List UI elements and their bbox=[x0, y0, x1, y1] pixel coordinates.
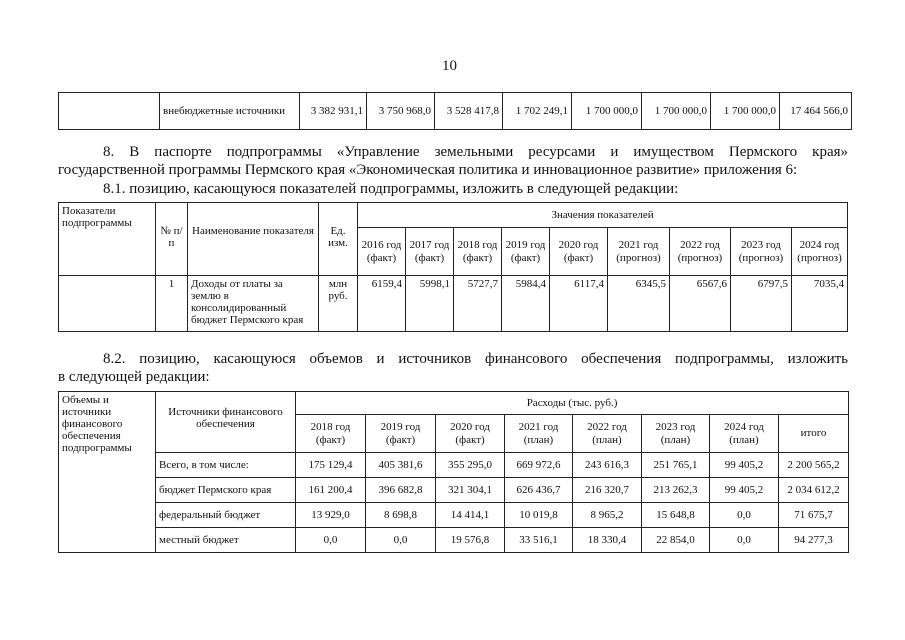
table-cell: 2 034 612,2 bbox=[779, 478, 849, 503]
paragraph-8-2-line2: в следующей редакции: bbox=[58, 369, 210, 385]
table-cell: 175 129,4 bbox=[296, 453, 366, 478]
table-cell: 10 019,8 bbox=[505, 503, 573, 528]
table-row bbox=[59, 503, 849, 528]
table-cell: 71 675,7 bbox=[779, 503, 849, 528]
table-cell: 6159,4 bbox=[358, 276, 406, 332]
paragraph-8-1: 8.1. позицию, касающуюся показателей подпрограммы, изложить в следующей редакции: bbox=[103, 181, 679, 197]
table-cell: 1 700 000,0 bbox=[572, 93, 642, 130]
header-year: 2016 год (факт) bbox=[358, 228, 406, 276]
table-cell: 243 616,3 bbox=[573, 453, 642, 478]
header-year: 2023 год (план) bbox=[642, 415, 710, 453]
table-cell: 5727,7 bbox=[454, 276, 502, 332]
table-header-row bbox=[59, 203, 848, 228]
table-cell bbox=[59, 276, 156, 332]
table-cell: 6567,6 bbox=[670, 276, 731, 332]
table-cell: 6345,5 bbox=[608, 276, 670, 332]
table-cell: 15 648,8 bbox=[642, 503, 710, 528]
header-year: 2018 год (факт) bbox=[296, 415, 366, 453]
table-row bbox=[59, 276, 848, 332]
table-cell: 3 382 931,1 bbox=[300, 93, 367, 130]
table-cell: 5984,4 bbox=[502, 276, 550, 332]
table-cell: 626 436,7 bbox=[505, 478, 573, 503]
row-label: местный бюджет bbox=[156, 528, 296, 553]
extrabudget-table bbox=[58, 92, 852, 130]
header-name: Наименование показателя bbox=[188, 203, 319, 276]
header-year: 2023 год (прогноз) bbox=[731, 228, 792, 276]
table-cell: 19 576,8 bbox=[436, 528, 505, 553]
table-cell: 0,0 bbox=[710, 503, 779, 528]
table-cell: 7035,4 bbox=[792, 276, 848, 332]
row-name: Доходы от платы за землю в консолидированный бюджет Пермского края bbox=[188, 276, 319, 332]
header-year: 2017 год (факт) bbox=[406, 228, 454, 276]
table-row bbox=[59, 453, 849, 478]
header-year: 2020 год (факт) bbox=[550, 228, 608, 276]
header-volumes: Объемы и источники финансового обеспечения подпрограммы bbox=[59, 392, 156, 553]
row-label: федеральный бюджет bbox=[156, 503, 296, 528]
table-cell: 0,0 bbox=[710, 528, 779, 553]
row-num: 1 bbox=[156, 276, 188, 332]
table-cell: 18 330,4 bbox=[573, 528, 642, 553]
table-row bbox=[59, 93, 852, 130]
table-cell: 213 262,3 bbox=[642, 478, 710, 503]
table-cell: 8 965,2 bbox=[573, 503, 642, 528]
header-year: 2020 год (факт) bbox=[436, 415, 505, 453]
paragraph-8-line1: 8. В паспорте подпрограммы «Управление земельными ресурсами и имуществом Пермского края» bbox=[103, 144, 848, 160]
table-cell: 1 700 000,0 bbox=[711, 93, 780, 130]
table-cell: 14 414,1 bbox=[436, 503, 505, 528]
header-year: 2024 год (прогноз) bbox=[792, 228, 848, 276]
table-cell: 6117,4 bbox=[550, 276, 608, 332]
table-cell: 0,0 bbox=[366, 528, 436, 553]
row-unit: млн руб. bbox=[319, 276, 358, 332]
table-cell: 99 405,2 bbox=[710, 453, 779, 478]
indicators-table bbox=[58, 202, 848, 332]
header-values: Значения показателей bbox=[358, 203, 848, 228]
table-cell: 22 854,0 bbox=[642, 528, 710, 553]
table-cell: 251 765,1 bbox=[642, 453, 710, 478]
paragraph-8-line2: государственной программы Пермского края «Экономическая политика и инновационное развитие» приложения 6: bbox=[58, 162, 798, 178]
table-cell: 13 929,0 bbox=[296, 503, 366, 528]
table-row bbox=[59, 528, 849, 553]
table-cell: 6797,5 bbox=[731, 276, 792, 332]
header-year: 2024 год (план) bbox=[710, 415, 779, 453]
header-expenses: Расходы (тыс. руб.) bbox=[296, 392, 849, 415]
row-label: Всего, в том числе: bbox=[156, 453, 296, 478]
table-cell: 8 698,8 bbox=[366, 503, 436, 528]
header-total: итого bbox=[779, 415, 849, 453]
table-cell: 99 405,2 bbox=[710, 478, 779, 503]
table-cell: 3 528 417,8 bbox=[435, 93, 503, 130]
header-year: 2018 год (факт) bbox=[454, 228, 502, 276]
row-label: внебюджетные источники bbox=[160, 93, 300, 130]
financing-table bbox=[58, 391, 849, 553]
paragraph-8-2-line1: 8.2. позицию, касающуюся объемов и источников финансового обеспечения подпрограммы, изложить bbox=[103, 351, 848, 367]
table-cell: 405 381,6 bbox=[366, 453, 436, 478]
table-cell: 17 464 566,0 bbox=[780, 93, 852, 130]
table-cell: 161 200,4 bbox=[296, 478, 366, 503]
header-year: 2022 год (план) bbox=[573, 415, 642, 453]
table-cell: 669 972,6 bbox=[505, 453, 573, 478]
table-cell: 94 277,3 bbox=[779, 528, 849, 553]
table-cell: 396 682,8 bbox=[366, 478, 436, 503]
table-cell: 216 320,7 bbox=[573, 478, 642, 503]
table-cell: 355 295,0 bbox=[436, 453, 505, 478]
header-indicators: Показатели подпрограммы bbox=[59, 203, 156, 276]
table-cell: 321 304,1 bbox=[436, 478, 505, 503]
table-cell: 0,0 bbox=[296, 528, 366, 553]
header-year: 2019 год (факт) bbox=[366, 415, 436, 453]
header-unit: Ед. изм. bbox=[319, 203, 358, 276]
table-cell: 2 200 565,2 bbox=[779, 453, 849, 478]
table-header-row bbox=[59, 392, 849, 415]
table-cell: 1 700 000,0 bbox=[642, 93, 711, 130]
header-num: № п/п bbox=[156, 203, 188, 276]
header-year: 2021 год (план) bbox=[505, 415, 573, 453]
table-cell: 33 516,1 bbox=[505, 528, 573, 553]
header-year: 2019 год (факт) bbox=[502, 228, 550, 276]
header-year: 2021 год (прогноз) bbox=[608, 228, 670, 276]
table-row bbox=[59, 478, 849, 503]
table-cell: 5998,1 bbox=[406, 276, 454, 332]
page-number: 10 bbox=[442, 58, 457, 74]
table-cell bbox=[59, 93, 160, 130]
header-year: 2022 год (прогноз) bbox=[670, 228, 731, 276]
table-cell: 3 750 968,0 bbox=[367, 93, 435, 130]
row-label: бюджет Пермского края bbox=[156, 478, 296, 503]
table-cell: 1 702 249,1 bbox=[503, 93, 572, 130]
header-sources: Источники финансового обеспечения bbox=[156, 392, 296, 453]
